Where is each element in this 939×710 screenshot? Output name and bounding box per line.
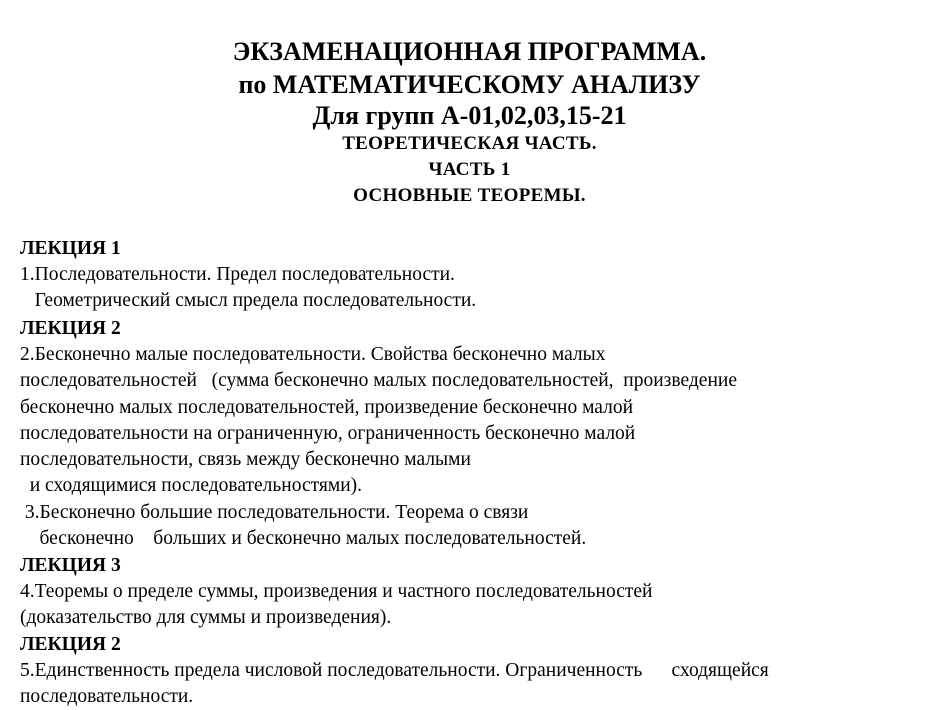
body-line: 3.Бесконечно большие последовательности. Теорема о связи — [20, 502, 529, 523]
body-line: Геометрический смысл предела последовательности. — [20, 290, 477, 311]
body-line: последовательности на ограниченную, ограниченность бесконечно малой — [20, 423, 636, 444]
title-line-3: Для групп А-01,02,03,15-21 — [312, 101, 627, 130]
body-line: последовательности. — [20, 686, 194, 707]
body-line: 5.Единственность предела числовой последовательности. Ограниченность сходящейся — [20, 660, 769, 681]
title-line-1: ЭКЗАМЕНАЦИОННАЯ ПРОГРАММА. — [232, 37, 707, 66]
body-line: 2.Бесконечно малые последовательности. Свойства бесконечно малых — [20, 344, 606, 365]
lecture-heading: ЛЕКЦИЯ 2 — [20, 634, 121, 655]
subtitle-line-1: ТЕОРЕТИЧЕСКАЯ ЧАСТЬ. — [342, 133, 597, 154]
body-line: (доказательство для суммы и произведения). — [20, 607, 392, 628]
body-line: и сходящимися последовательностями). — [20, 475, 363, 496]
body-line: бесконечно больших и бесконечно малых последовательностей. — [20, 528, 587, 549]
body-line: последовательности, связь между бесконечно малыми — [20, 449, 471, 470]
title-line-2: по МАТЕМАТИЧЕСКОМУ АНАЛИЗУ — [238, 70, 701, 99]
body-line: бесконечно малых последовательностей, произведение бесконечно малой — [20, 397, 634, 418]
lecture-heading: ЛЕКЦИЯ 1 — [20, 238, 121, 259]
subtitle-line-2: ЧАСТЬ 1 — [428, 159, 511, 180]
subtitle-line-3: ОСНОВНЫЕ ТЕОРЕМЫ. — [353, 185, 586, 206]
body-line: последовательностей (сумма бесконечно малых последовательностей, произведение — [20, 370, 737, 391]
lecture-heading: ЛЕКЦИЯ 2 — [20, 318, 121, 339]
lecture-heading: ЛЕКЦИЯ 3 — [20, 555, 121, 576]
body-line: 4.Теоремы о пределе суммы, произведения и частного последовательностей — [20, 581, 653, 602]
body-line: 1.Последовательности. Предел последовательности. — [20, 264, 455, 285]
